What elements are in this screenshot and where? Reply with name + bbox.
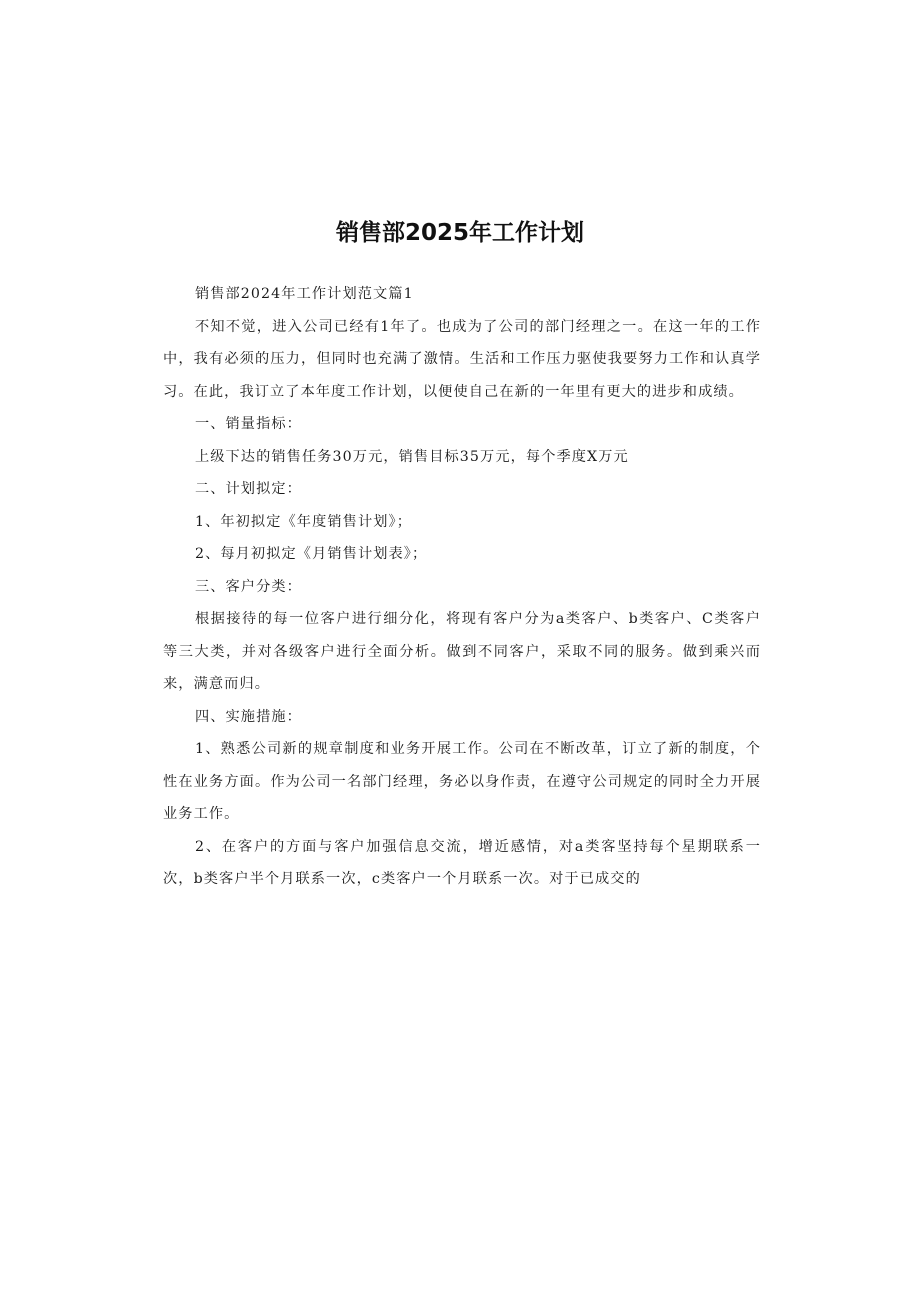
section-heading-sales-target: 一、销量指标： — [194, 416, 302, 432]
measure-item-2: 2、在客户的方面与客户加强信息交流，增近感情，对a类客坚持每个星期联系一次，b类客户半个月联系一次，c类客户一个月联系一次。对于已成交的 — [163, 838, 761, 887]
customer-classification-paragraph: 根据接待的每一位客户进行细分化，将现有客户分为a类客户、b类客户、C类客户等三大类，并对各级客户进行全面分析。做到不同客户，采取不同的服务。做到乘兴而来，满意而归。 — [163, 611, 761, 692]
document-body — [163, 278, 761, 896]
section-heading-measures: 四、实施措施： — [194, 708, 302, 725]
sales-target-paragraph: 上级下达的销售任务30万元，销售目标35万元，每个季度X万元 — [194, 448, 629, 465]
plan-item-monthly: 2、每月初拟定《月销售计划表》； — [194, 546, 428, 562]
plan-item-annual: 1、年初拟定《年度销售计划》； — [194, 513, 412, 530]
measure-item-1: 1、熟悉公司新的规章制度和业务开展工作。公司在不断改革，订立了新的制度，个性在业务方面。作为公司一名部门经理，务必以身作责，在遵守公司规定的同时全力开展业务工作。 — [163, 741, 761, 822]
intro-paragraph: 不知不觉，进入公司已经有1年了。也成为了公司的部门经理之一。在这一年的工作中，我有必须的压力，但同时也充满了激情。生活和工作压力驱使我要努力工作和认真学习。在此，我订立了本年度工作计划，以便使自己在新的一年里有更大的进步和成绩。 — [163, 318, 761, 400]
document-title: 销售部2025年工作计划 — [335, 220, 584, 246]
subtitle-paragraph: 销售部2024年工作计划范文篇1 — [194, 286, 414, 302]
section-heading-plan: 二、计划拟定： — [194, 481, 302, 497]
section-heading-customer-classification: 三、客户分类： — [194, 578, 302, 595]
